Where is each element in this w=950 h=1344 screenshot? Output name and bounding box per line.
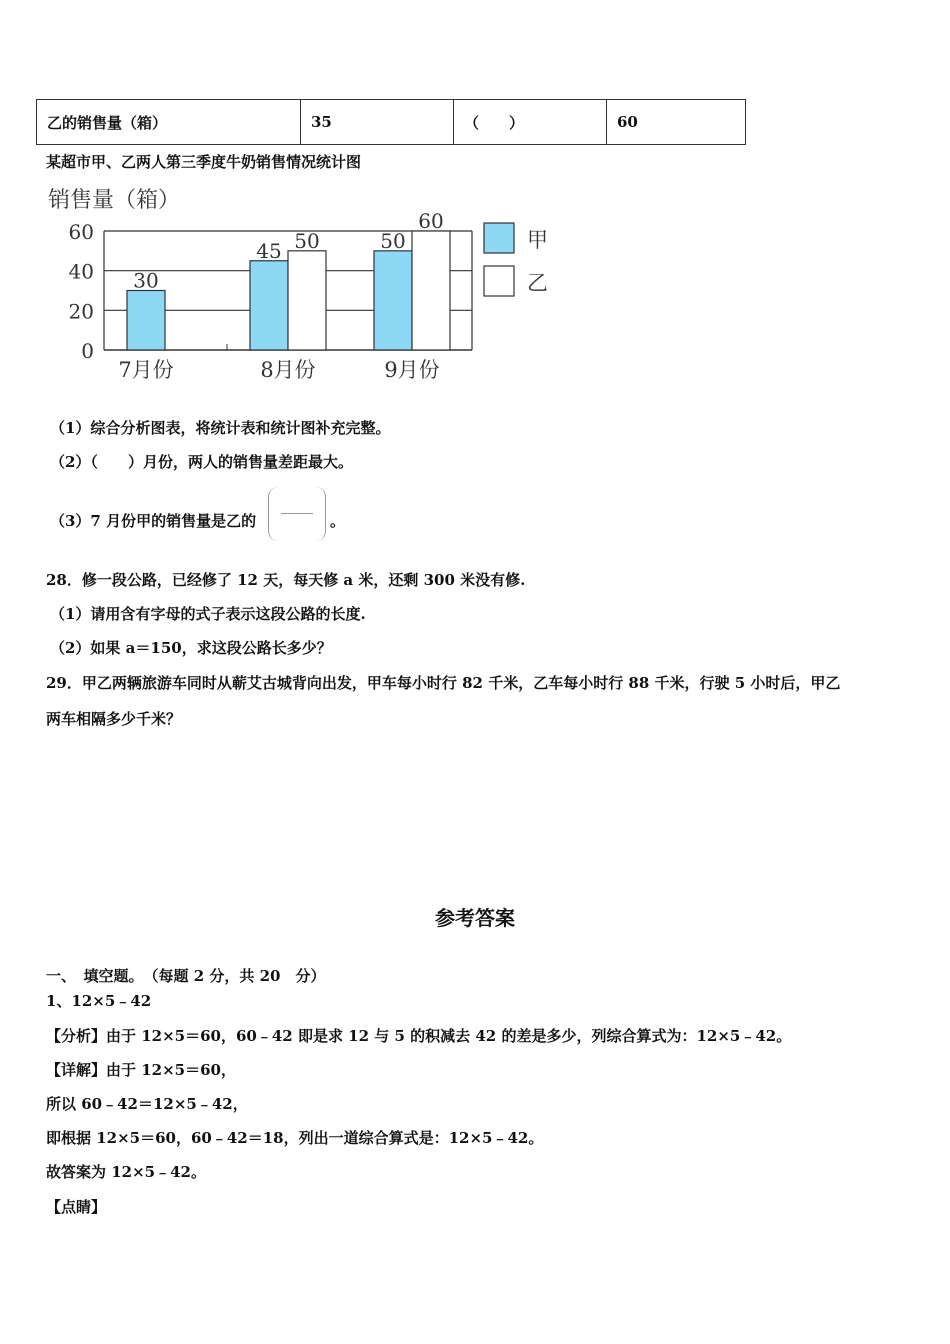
answers-title: 参考答案 <box>435 906 515 930</box>
problem-28-q2: （2）如果 a＝150，求这段公路长多少？ <box>50 639 332 657</box>
legend-swatch-jia <box>484 223 514 253</box>
answer-line-c: 故答案为 12×5﹣42。 <box>46 1163 206 1181</box>
bar-yi <box>288 251 326 350</box>
bar-jia <box>127 291 165 351</box>
bar-jia <box>250 261 288 350</box>
y-axis-label: 销售量（箱） <box>48 188 181 213</box>
x-tick-label: 8月份 <box>260 358 316 382</box>
problem-29-line2: 两车相隔多少千米？ <box>46 710 182 728</box>
answer-comment: 【点睛】 <box>46 1198 107 1216</box>
data-label-yi: 50 <box>294 228 320 253</box>
question-1: （1）综合分析图表，将统计表和统计图补充完整。 <box>50 419 391 437</box>
legend-swatch-yi <box>484 266 514 296</box>
data-label-yi: 60 <box>418 209 444 233</box>
question-3-prefix: （3）7 月份甲的销售量是乙的 <box>50 512 257 530</box>
problem-28-q1: （1）请用含有字母的式子表示这段公路的长度. <box>50 605 366 623</box>
y-tick-label: 60 <box>68 220 94 244</box>
fraction-blank <box>268 487 326 541</box>
answers-section-heading: 一、 填空题。 （每题 2 分，共 20 分） <box>46 967 326 985</box>
y-tick-label: 20 <box>68 299 94 324</box>
fraction-bar <box>281 513 313 514</box>
data-label-jia: 30 <box>133 268 159 293</box>
september-cell: 60 <box>607 100 746 145</box>
y-tick-label: 40 <box>68 259 94 284</box>
question-3-suffix: 。 <box>330 512 346 530</box>
legend-label-yi: 乙 <box>527 271 548 295</box>
problem-28-stem: 28．修一段公路，已经修了 12 天，每天修 a 米，还剩 300 米没有修. <box>46 571 526 589</box>
problem-29-line1: 29．甲乙两辆旅游车同时从蕲艾古城背向出发，甲车每小时行 82 千米，乙车每小时行 88 千米，行驶 5 小时后，甲乙 <box>46 674 841 692</box>
data-label-jia: 45 <box>256 238 282 263</box>
bar-yi <box>412 231 450 350</box>
answer-analysis: 【分析】由于 12×5＝60，60﹣42 即是求 12 与 5 的积减去 42 的差是多少，列综合算式为：12×5﹣42。 <box>46 1027 792 1045</box>
y-tick-label: 0 <box>81 339 94 363</box>
bar-jia <box>374 251 412 350</box>
table-row <box>37 100 746 145</box>
row-label-cell: 乙的销售量（箱） <box>37 100 301 145</box>
answer-line-b: 即根据 12×5＝60，60﹣42＝18，列出一道综合算式是：12×5﹣42。 <box>46 1129 544 1147</box>
chart-legend <box>484 223 548 296</box>
question-2: （2）（ ）月份，两人的销售量差距最大。 <box>50 453 353 471</box>
answer-detail: 【详解】由于 12×5＝60， <box>46 1061 236 1079</box>
legend-label-jia: 甲 <box>527 228 548 252</box>
sales-table <box>36 99 746 145</box>
sales-bar-chart <box>0 175 600 390</box>
x-tick-label: 7月份 <box>118 358 174 382</box>
x-tick-label: 9月份 <box>384 358 440 382</box>
chart-title: 某超市甲、乙两人第三季度牛奶销售情况统计图 <box>46 153 362 171</box>
july-cell: 35 <box>301 100 454 145</box>
august-cell: （ ） <box>454 100 607 145</box>
answer-item-1: 1、12×5﹣42 <box>46 992 152 1010</box>
data-label-jia: 50 <box>380 228 406 253</box>
answer-line-a: 所以 60﹣42＝12×5﹣42， <box>46 1095 248 1113</box>
